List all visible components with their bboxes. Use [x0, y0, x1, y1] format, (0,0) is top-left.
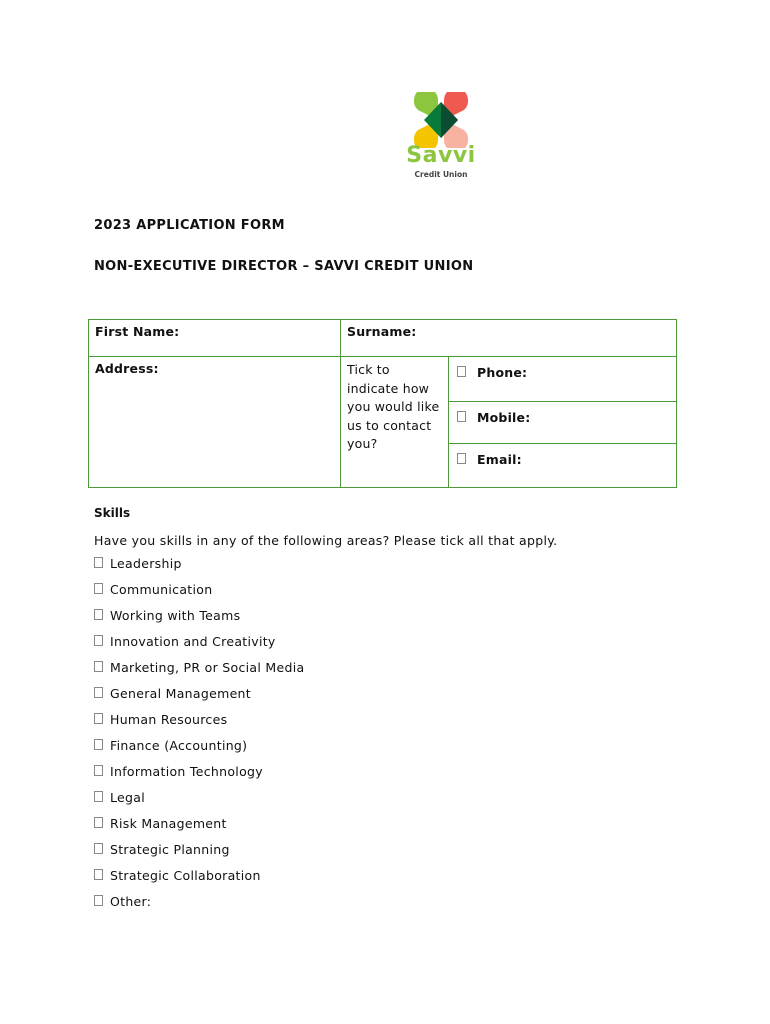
skill-item[interactable]	[94, 712, 304, 738]
surname-cell[interactable]	[341, 320, 677, 357]
phone-checkbox[interactable]	[457, 366, 466, 377]
skill-item[interactable]	[94, 660, 304, 686]
surname-label: Surname:	[347, 324, 417, 339]
skill-checkbox[interactable]	[94, 635, 103, 646]
logo-wordmark: Savvi	[406, 143, 476, 168]
contact-option-phone[interactable]	[449, 357, 677, 402]
email-checkbox[interactable]	[457, 453, 466, 464]
skill-item[interactable]	[94, 842, 304, 868]
skill-label: Information Technology	[110, 764, 263, 779]
skill-item[interactable]	[94, 764, 304, 790]
skill-checkbox[interactable]	[94, 765, 103, 776]
savvi-logo	[404, 92, 478, 184]
skill-label: Risk Management	[110, 816, 227, 831]
skill-item[interactable]	[94, 634, 304, 660]
contact-option-mobile[interactable]	[449, 402, 677, 444]
skill-label: Strategic Planning	[110, 842, 230, 857]
phone-label: Phone:	[477, 365, 528, 380]
skill-label: Communication	[110, 582, 213, 597]
skill-label: Finance (Accounting)	[110, 738, 248, 753]
mobile-checkbox[interactable]	[457, 411, 466, 422]
skill-checkbox[interactable]	[94, 557, 103, 568]
skill-checkbox[interactable]	[94, 843, 103, 854]
skill-checkbox[interactable]	[94, 687, 103, 698]
skill-item[interactable]	[94, 738, 304, 764]
address-cell[interactable]	[89, 357, 341, 488]
skill-label: General Management	[110, 686, 251, 701]
form-subtitle: NON-EXECUTIVE DIRECTOR – SAVVI CREDIT UNION	[94, 259, 474, 274]
skill-label: Leadership	[110, 556, 182, 571]
skill-checkbox[interactable]	[94, 713, 103, 724]
skill-item[interactable]	[94, 894, 304, 920]
contact-preference-instruction-cell	[341, 357, 449, 488]
first-name-cell[interactable]	[89, 320, 341, 357]
skill-checkbox[interactable]	[94, 661, 103, 672]
skill-checkbox[interactable]	[94, 869, 103, 880]
skill-label: Marketing, PR or Social Media	[110, 660, 305, 675]
skill-item[interactable]	[94, 790, 304, 816]
skill-checkbox[interactable]	[94, 739, 103, 750]
first-name-label: First Name:	[95, 324, 180, 339]
contact-option-email[interactable]	[449, 444, 677, 488]
skill-label: Innovation and Creativity	[110, 634, 276, 649]
clover-logo-icon	[404, 92, 478, 148]
skills-heading: Skills	[94, 506, 131, 520]
skill-label: Strategic Collaboration	[110, 868, 261, 883]
skill-label: Legal	[110, 790, 146, 805]
skill-label: Working with Teams	[110, 608, 241, 623]
contact-preference-instruction: Tick to indicate how you would like us to contact you?	[347, 362, 440, 451]
skill-item[interactable]	[94, 816, 304, 842]
skill-label: Human Resources	[110, 712, 228, 727]
skill-checkbox[interactable]	[94, 817, 103, 828]
contact-details-table	[88, 319, 677, 488]
email-label: Email:	[477, 452, 522, 467]
skill-checkbox[interactable]	[94, 583, 103, 594]
skill-checkbox[interactable]	[94, 609, 103, 620]
form-title: 2023 APPLICATION FORM	[94, 218, 285, 233]
skill-checkbox[interactable]	[94, 895, 103, 906]
skill-label: Other:	[110, 894, 152, 909]
skill-item[interactable]	[94, 582, 304, 608]
skill-item[interactable]	[94, 556, 304, 582]
skill-item[interactable]	[94, 868, 304, 894]
skill-checkbox[interactable]	[94, 791, 103, 802]
address-label: Address:	[95, 361, 159, 376]
skills-checklist	[94, 556, 304, 920]
skill-item[interactable]	[94, 686, 304, 712]
skill-item[interactable]	[94, 608, 304, 634]
skills-instruction: Have you skills in any of the following areas? Please tick all that apply.	[94, 533, 558, 548]
mobile-label: Mobile:	[477, 410, 531, 425]
logo-subtitle: Credit Union	[414, 170, 468, 179]
